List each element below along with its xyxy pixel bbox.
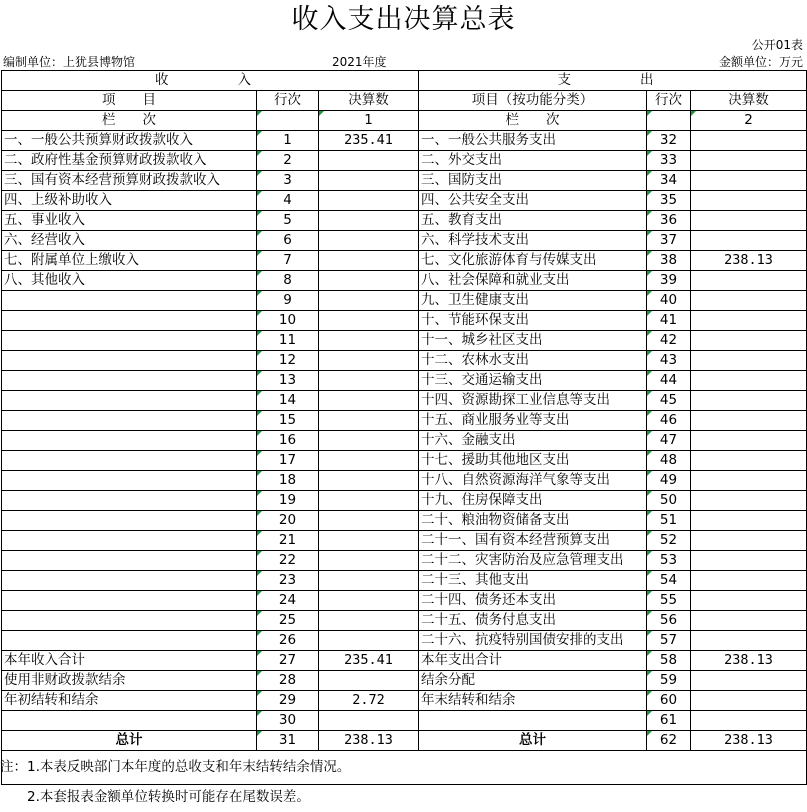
expense-row-number: 44	[647, 371, 691, 391]
expense-item: 三、国防支出	[419, 171, 647, 191]
expense-item: 八、社会保障和就业支出	[419, 271, 647, 291]
expense-row-number: 48	[647, 451, 691, 471]
expense-amount	[691, 451, 807, 471]
expense-amount	[691, 271, 807, 291]
expense-item: 九、卫生健康支出	[419, 291, 647, 311]
income-item	[2, 371, 257, 391]
income-item	[2, 411, 257, 431]
expense-item: 十八、自然资源海洋气象等支出	[419, 471, 647, 491]
income-amount	[319, 491, 419, 511]
income-row-number: 21	[257, 531, 319, 551]
expense-row-number: 32	[647, 131, 691, 151]
expense-amount	[691, 411, 807, 431]
income-item: 使用非财政拨款结余	[2, 671, 257, 691]
expense-row-number: 49	[647, 471, 691, 491]
expense-amount	[691, 211, 807, 231]
currency-unit: 金额单位：万元	[718, 55, 803, 69]
expense-row-number: 43	[647, 351, 691, 371]
expense-row-number: 57	[647, 631, 691, 651]
expense-amount	[691, 671, 807, 691]
income-row-number: 1	[257, 131, 319, 151]
income-item: 三、国有资本经营预算财政拨款收入	[2, 171, 257, 191]
expense-item: 二十一、国有资本经营预算支出	[419, 531, 647, 551]
expense-amount	[691, 131, 807, 151]
expense-amount	[691, 291, 807, 311]
expense-item: 十、节能环保支出	[419, 311, 647, 331]
income-amount	[319, 571, 419, 591]
income-amount: 235.41	[319, 651, 419, 671]
expense-row-number: 39	[647, 271, 691, 291]
income-row-number: 19	[257, 491, 319, 511]
table-row	[2, 291, 807, 311]
income-row-number: 2	[257, 151, 319, 171]
table-row	[2, 551, 807, 571]
income-amount	[319, 331, 419, 351]
expense-lanci-blank	[647, 111, 691, 131]
table-row	[2, 131, 807, 151]
expense-item: 十二、农林水支出	[419, 351, 647, 371]
income-amount	[319, 591, 419, 611]
expense-amount	[691, 711, 807, 731]
header-row-sections	[2, 71, 807, 91]
income-row-number: 13	[257, 371, 319, 391]
expense-row-number: 37	[647, 231, 691, 251]
income-item	[2, 491, 257, 511]
expense-row-number: 52	[647, 531, 691, 551]
income-item: 二、政府性基金预算财政拨款收入	[2, 151, 257, 171]
expense-row-number: 45	[647, 391, 691, 411]
expense-row-number: 53	[647, 551, 691, 571]
expense-row-number: 55	[647, 591, 691, 611]
table-row	[2, 491, 807, 511]
income-amount	[319, 311, 419, 331]
table-row	[2, 331, 807, 351]
income-item	[2, 311, 257, 331]
income-amount	[319, 351, 419, 371]
income-amount	[319, 171, 419, 191]
table-row	[2, 471, 807, 491]
table-row	[2, 211, 807, 231]
expense-item	[419, 711, 647, 731]
income-row-number: 26	[257, 631, 319, 651]
table-row	[2, 571, 807, 591]
table-row	[2, 251, 807, 271]
table-row	[2, 271, 807, 291]
income-row-number: 4	[257, 191, 319, 211]
income-item: 七、附属单位上缴收入	[2, 251, 257, 271]
income-row-number: 11	[257, 331, 319, 351]
income-amount	[319, 551, 419, 571]
expense-item: 本年支出合计	[419, 651, 647, 671]
income-amount	[319, 431, 419, 451]
table-row	[2, 431, 807, 451]
expense-row-number: 60	[647, 691, 691, 711]
income-amount	[319, 151, 419, 171]
expense-amount	[691, 511, 807, 531]
income-amount	[319, 211, 419, 231]
income-item: 五、事业收入	[2, 211, 257, 231]
compiling-unit: 编制单位：上犹县博物馆	[3, 55, 136, 69]
income-item: 年初结转和结余	[2, 691, 257, 711]
income-row-number: 23	[257, 571, 319, 591]
expense-row-number: 59	[647, 671, 691, 691]
expense-item: 六、科学技术支出	[419, 231, 647, 251]
income-amount	[319, 371, 419, 391]
expense-item: 五、教育支出	[419, 211, 647, 231]
income-amount	[319, 671, 419, 691]
income-item: 本年收入合计	[2, 651, 257, 671]
income-row-number: 17	[257, 451, 319, 471]
expense-row-number: 61	[647, 711, 691, 731]
income-row-number: 30	[257, 711, 319, 731]
income-item	[2, 431, 257, 451]
expense-rowno-header: 行次	[647, 91, 691, 111]
income-row-number: 8	[257, 271, 319, 291]
expense-amount	[691, 571, 807, 591]
expense-amount: 238.13	[691, 651, 807, 671]
table-row	[2, 511, 807, 531]
expense-item: 二十二、灾害防治及应急管理支出	[419, 551, 647, 571]
table-row	[2, 171, 807, 191]
expense-amount	[691, 371, 807, 391]
expense-item: 二十五、债务付息支出	[419, 611, 647, 631]
income-rowno-header: 行次	[257, 91, 319, 111]
expense-amount	[691, 151, 807, 171]
table-row	[2, 631, 807, 651]
expense-item: 年末结转和结余	[419, 691, 647, 711]
expense-amount	[691, 331, 807, 351]
income-expense-table	[1, 70, 807, 751]
expense-row-number: 58	[647, 651, 691, 671]
expense-amount	[691, 171, 807, 191]
expense-amount	[691, 351, 807, 371]
table-row	[2, 231, 807, 251]
expense-item: 四、公共安全支出	[419, 191, 647, 211]
table-row	[2, 671, 807, 691]
expense-amount: 238.13	[691, 251, 807, 271]
income-row-number: 16	[257, 431, 319, 451]
expense-item: 二、外交支出	[419, 151, 647, 171]
income-item	[2, 451, 257, 471]
table-row	[2, 691, 807, 711]
expense-row-number: 42	[647, 331, 691, 351]
expense-item: 二十四、债务还本支出	[419, 591, 647, 611]
table-row	[2, 611, 807, 631]
income-amount	[319, 631, 419, 651]
income-amount	[319, 251, 419, 271]
income-amount	[319, 291, 419, 311]
income-section-header: 收 入	[2, 71, 419, 91]
expense-item: 总计	[419, 731, 647, 751]
income-item	[2, 351, 257, 371]
income-amount	[319, 531, 419, 551]
table-row	[2, 311, 807, 331]
expense-amount	[691, 471, 807, 491]
expense-lanci: 栏 次	[419, 111, 647, 131]
expense-amount	[691, 611, 807, 631]
income-row-number: 28	[257, 671, 319, 691]
expense-amount	[691, 551, 807, 571]
income-col-number: 1	[319, 111, 419, 131]
income-row-number: 14	[257, 391, 319, 411]
expense-row-number: 50	[647, 491, 691, 511]
expense-item: 二十六、抗疫特别国债安排的支出	[419, 631, 647, 651]
expense-row-number: 46	[647, 411, 691, 431]
expense-amount	[691, 491, 807, 511]
table-row	[2, 151, 807, 171]
income-amount	[319, 471, 419, 491]
income-amount	[319, 411, 419, 431]
expense-row-number: 35	[647, 191, 691, 211]
expense-row-number: 40	[647, 291, 691, 311]
income-row-number: 5	[257, 211, 319, 231]
income-amount	[319, 611, 419, 631]
expense-item: 二十三、其他支出	[419, 571, 647, 591]
income-row-number: 3	[257, 171, 319, 191]
income-item	[2, 511, 257, 531]
income-amount: 238.13	[319, 731, 419, 751]
income-row-number: 6	[257, 231, 319, 251]
income-row-number: 20	[257, 511, 319, 531]
income-item	[2, 391, 257, 411]
expense-row-number: 36	[647, 211, 691, 231]
income-item	[2, 631, 257, 651]
income-row-number: 12	[257, 351, 319, 371]
table-row	[2, 191, 807, 211]
expense-row-number: 47	[647, 431, 691, 451]
header-row-columns	[2, 91, 807, 111]
fiscal-year: 2021年度	[332, 55, 387, 69]
expense-col-number: 2	[691, 111, 807, 131]
table-row	[2, 451, 807, 471]
expense-row-number: 51	[647, 511, 691, 531]
expense-amount	[691, 311, 807, 331]
notes	[0, 752, 805, 812]
expense-amount	[691, 231, 807, 251]
table-row	[2, 711, 807, 731]
header-row-lanci	[2, 111, 807, 131]
note-1: 注：1.本表反映部门本年度的总收支和年末结转结余情况。	[0, 759, 351, 775]
table-row	[2, 391, 807, 411]
expense-amount	[691, 191, 807, 211]
income-lanci: 栏 次	[2, 111, 257, 131]
expense-item: 十三、交通运输支出	[419, 371, 647, 391]
expense-item: 十一、城乡社区支出	[419, 331, 647, 351]
expense-amount	[691, 391, 807, 411]
income-row-number: 22	[257, 551, 319, 571]
expense-row-number: 62	[647, 731, 691, 751]
expense-amount	[691, 531, 807, 551]
income-row-number: 25	[257, 611, 319, 631]
income-lanci-blank	[257, 111, 319, 131]
income-row-number: 10	[257, 311, 319, 331]
expense-item: 十五、商业服务业等支出	[419, 411, 647, 431]
income-item: 八、其他收入	[2, 271, 257, 291]
income-item: 一、一般公共预算财政拨款收入	[2, 131, 257, 151]
expense-row-number: 33	[647, 151, 691, 171]
expense-row-number: 56	[647, 611, 691, 631]
income-item	[2, 471, 257, 491]
table-row	[2, 351, 807, 371]
expense-item: 七、文化旅游体育与传媒支出	[419, 251, 647, 271]
expense-section-header: 支 出	[419, 71, 807, 91]
income-amount	[319, 391, 419, 411]
expense-amount: 238.13	[691, 731, 807, 751]
expense-amount	[691, 591, 807, 611]
income-amount	[319, 191, 419, 211]
expense-row-number: 38	[647, 251, 691, 271]
income-item	[2, 591, 257, 611]
expense-amount-header: 决算数	[691, 91, 807, 111]
income-row-number: 15	[257, 411, 319, 431]
expense-item: 二十、粮油物资储备支出	[419, 511, 647, 531]
expense-row-number: 41	[647, 311, 691, 331]
income-amount	[319, 511, 419, 531]
income-item	[2, 611, 257, 631]
table-row	[2, 411, 807, 431]
page-title: 收入支出决算总表	[291, 4, 516, 35]
table-row	[2, 371, 807, 391]
expense-amount	[691, 631, 807, 651]
note-2: 2.本套报表金额单位转换时可能存在尾数误差。	[0, 789, 310, 805]
income-amount-header: 决算数	[319, 91, 419, 111]
income-item-header: 项 目	[2, 91, 257, 111]
table-row	[2, 731, 807, 751]
income-row-number: 29	[257, 691, 319, 711]
income-row-number: 31	[257, 731, 319, 751]
income-row-number: 27	[257, 651, 319, 671]
income-amount	[319, 271, 419, 291]
income-amount	[319, 451, 419, 471]
expense-item: 十七、援助其他地区支出	[419, 451, 647, 471]
income-amount	[319, 231, 419, 251]
expense-item-header: 项目（按功能分类）	[419, 91, 647, 111]
expense-item: 结余分配	[419, 671, 647, 691]
income-item	[2, 331, 257, 351]
expense-row-number: 34	[647, 171, 691, 191]
table-row	[2, 531, 807, 551]
expense-amount	[691, 691, 807, 711]
income-item	[2, 291, 257, 311]
income-amount: 235.41	[319, 131, 419, 151]
income-amount	[319, 711, 419, 731]
income-item: 四、上级补助收入	[2, 191, 257, 211]
expense-item: 十六、金融支出	[419, 431, 647, 451]
expense-item: 十九、住房保障支出	[419, 491, 647, 511]
expense-row-number: 54	[647, 571, 691, 591]
income-amount: 2.72	[319, 691, 419, 711]
table-row	[2, 651, 807, 671]
income-item	[2, 531, 257, 551]
income-item	[2, 571, 257, 591]
income-item	[2, 711, 257, 731]
form-code: 公开01表	[751, 38, 803, 52]
expense-item: 一、一般公共服务支出	[419, 131, 647, 151]
table-row	[2, 591, 807, 611]
income-row-number: 9	[257, 291, 319, 311]
expense-amount	[691, 431, 807, 451]
income-item: 总计	[2, 731, 257, 751]
income-item	[2, 551, 257, 571]
income-item: 六、经营收入	[2, 231, 257, 251]
income-row-number: 7	[257, 251, 319, 271]
income-row-number: 18	[257, 471, 319, 491]
expense-item: 十四、资源勘探工业信息等支出	[419, 391, 647, 411]
income-row-number: 24	[257, 591, 319, 611]
